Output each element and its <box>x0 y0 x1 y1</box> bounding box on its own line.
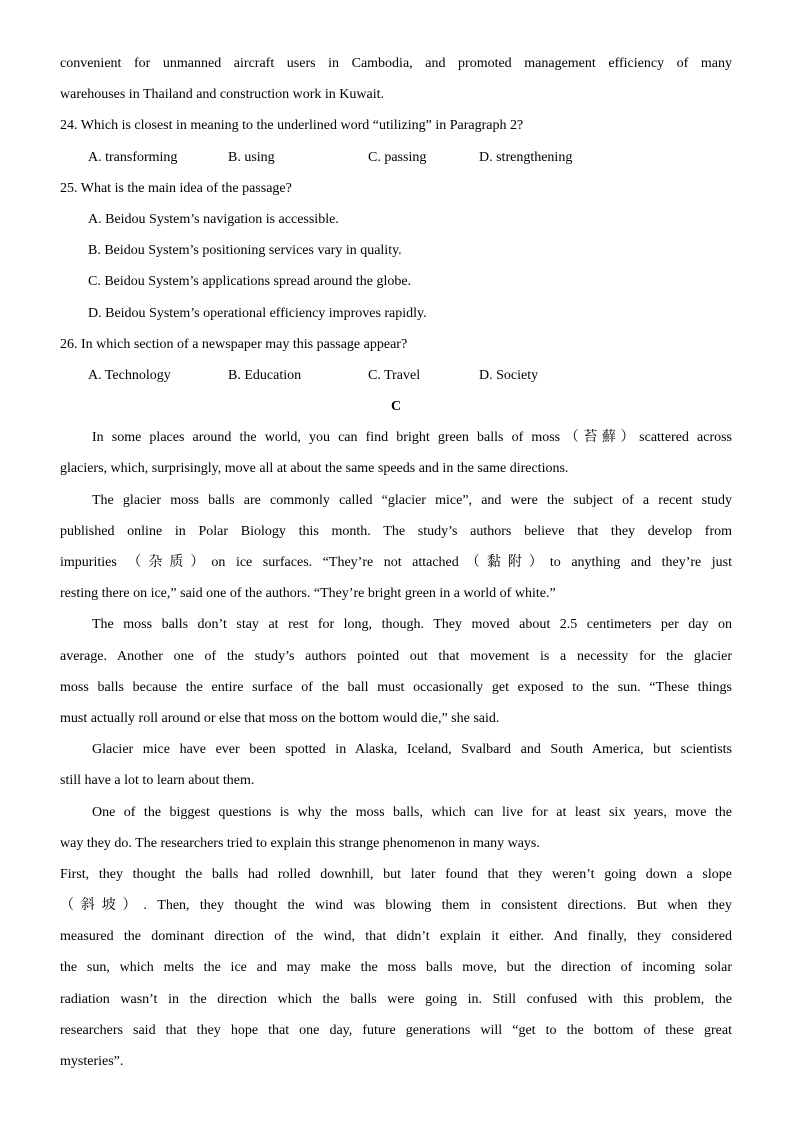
passage-c-line: moss balls because the entire surface of the ball must occasionally get exposed to the sun. “These things <box>60 679 732 695</box>
option-b: B. Education <box>228 367 302 383</box>
question-25-stem: 25. What is the main idea of the passage? <box>60 180 292 196</box>
passage-c-line: （斜坡）. Then, they thought the wind was blowing them in consistent directions. But when they <box>60 898 732 914</box>
passage-b-line: warehouses in Thailand and construction work in Kuwait. <box>60 87 385 103</box>
passage-c-line: average. Another one of the study’s authors pointed out that movement is a necessity for the glacier <box>60 648 732 664</box>
question-26-options <box>60 360 732 391</box>
passage-c-line: In some places around the world, you can find bright green balls of moss（苔蘚）scattered across <box>92 430 732 446</box>
option-c: C. Beidou System’s applications spread around the globe. <box>88 274 412 290</box>
passage-c-line: glaciers, which, surprisingly, move all at about the same speeds and in the same directions. <box>60 461 569 477</box>
option-a: A. Technology <box>88 367 171 383</box>
section-heading: C <box>390 399 402 415</box>
option-c: C. Travel <box>368 367 421 383</box>
passage-c-line: The glacier moss balls are commonly called “glacier mice”, and were the subject of a recent study <box>92 492 732 508</box>
passage-c-line: researchers said that they hope that one day, future generations will “get to the bottom of these great <box>60 1022 732 1038</box>
passage-c-line: measured the dominant direction of the wind, that didn’t explain it either. And finally, they considered <box>60 929 732 945</box>
option-c: C. passing <box>368 149 427 165</box>
passage-c-line: resting there on ice,” said one of the authors. “They’re bright green in a world of white.” <box>60 586 556 602</box>
passage-c-line: The moss balls don’t stay at rest for long, though. They moved about 2.5 centimeters per day on <box>92 617 732 633</box>
document-page <box>60 48 732 1077</box>
option-a: A. Beidou System’s navigation is accessible. <box>88 211 339 227</box>
passage-c-line: the sun, which melts the ice and may make the moss balls move, but the direction of incoming solar <box>60 960 732 976</box>
passage-c-line: mysteries”. <box>60 1054 124 1069</box>
passage-c-line: impurities （杂质）on ice surfaces. “They’re not attached（黏附）to anything and they’re just <box>60 555 732 570</box>
passage-b-line: convenient for unmanned aircraft users in Cambodia, and promoted management efficiency of many <box>60 56 732 71</box>
option-d: D. strengthening <box>479 149 573 165</box>
question-26-stem: 26. In which section of a newspaper may this passage appear? <box>60 336 408 352</box>
passage-c-line: way they do. The researchers tried to explain this strange phenomenon in many ways. <box>60 835 540 851</box>
option-d: D. Society <box>479 367 539 383</box>
passage-c-line: First, they thought the balls had rolled downhill, but later found that they weren’t going down a slope <box>60 866 732 882</box>
passage-c-line: published online in Polar Biology this month. The study’s authors believe that they develop from <box>60 523 732 539</box>
passage-c-line: One of the biggest questions is why the moss balls, which can live for at least six years, move the <box>92 804 732 820</box>
passage-c-line: Glacier mice have ever been spotted in Alaska, Iceland, Svalbard and South America, but scientists <box>92 742 732 758</box>
passage-c-line: still have a lot to learn about them. <box>60 773 255 789</box>
question-24-stem: 24. Which is closest in meaning to the underlined word “utilizing” in Paragraph 2? <box>60 118 524 134</box>
option-d: D. Beidou System’s operational efficiency improves rapidly. <box>88 305 427 321</box>
option-a: A. transforming <box>88 149 178 165</box>
question-24-options <box>60 142 732 173</box>
option-b: B. using <box>228 149 275 165</box>
option-b: B. Beidou System’s positioning services vary in quality. <box>88 243 402 259</box>
passage-c-line: must actually roll around or else that moss on the bottom would die,” she said. <box>60 710 500 726</box>
passage-c-line: radiation wasn’t in the direction which the balls were going in. Still confused with this problem, the <box>60 991 732 1007</box>
